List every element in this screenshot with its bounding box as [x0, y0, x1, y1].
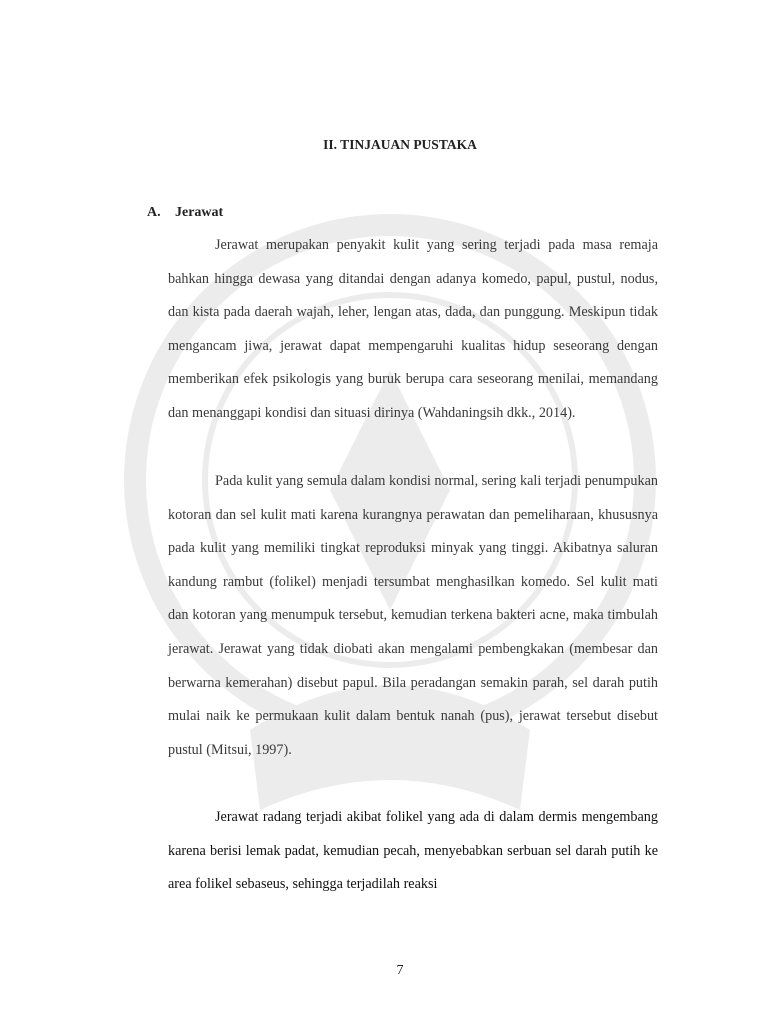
section-title: Jerawat — [175, 205, 224, 220]
paragraph: Jerawat merupakan penyakit kulit yang sering terjadi pada masa remaja bahkan hingga dewasa yang ditandai dengan adanya komedo, papul, pustul, nodus, dan kista pada daerah wajah, leher, lengan atas, dada, dan punggung. Meskipun tidak mengancam jiwa, jerawat dapat mempengaruhi kualitas hidup seseorang dengan memberikan efek psikologis yang buruk berupa cara seseorang menilai, memandang dan menanggapi kondisi dan situasi dirinya (Wahdaningsih dkk., 2014). — [168, 237, 658, 421]
section-heading — [147, 205, 223, 221]
page-number: 7 — [396, 963, 404, 978]
paragraph: Jerawat radang terjadi akibat folikel yang ada di dalam dermis mengembang karena berisi lemak padat, kemudian pecah, menyebabkan serbuan sel darah putih ke area folikel sebaseus, sehingga terjadilah reaksi — [168, 809, 658, 893]
chapter-title: II. TINJAUAN PUSTAKA — [323, 137, 477, 152]
paragraph: Pada kulit yang semula dalam kondisi normal, sering kali terjadi penumpukan kotoran dan sel kulit mati karena kurangnya perawatan dan pemeliharaan, khususnya pada kulit yang memiliki tingkat reproduksi minyak yang tinggi. Akibatnya saluran kandung rambut (folikel) menjadi tersumbat menghasilkan komedo. Sel kulit mati dan kotoran yang menumpuk tersebut, kemudian terkena bakteri acne, maka timbulah jerawat. Jerawat yang tidak diobati akan mengalami pembengkakan (membesar dan berwarna kemerahan) disebut papul. Bila peradangan semakin parah, sel darah putih mulai naik ke permukaan kulit dalam bentuk nanah (pus), jerawat tersebut disebut pustul (Mitsui, 1997). — [168, 473, 658, 758]
section-number: A. — [147, 205, 161, 220]
